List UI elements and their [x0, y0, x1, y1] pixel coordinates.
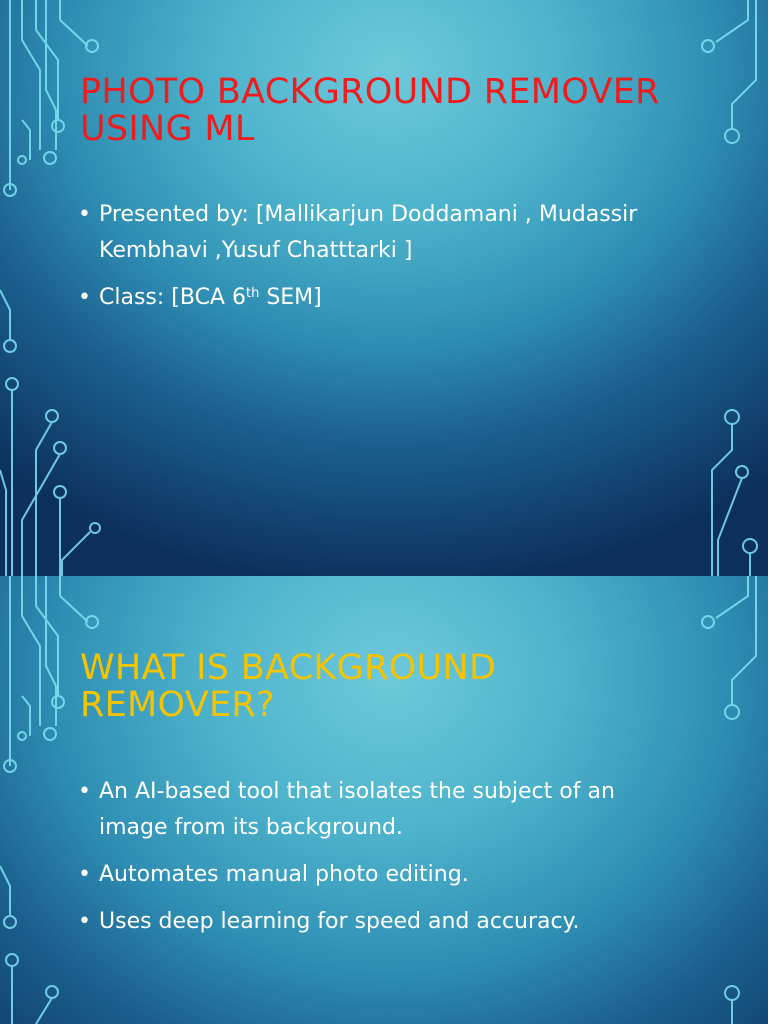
slide-title: PHOTO BACKGROUND REMOVER USING ML [80, 72, 660, 149]
bullet-item [78, 280, 678, 316]
bullet-list [78, 197, 678, 327]
bullet-dot-icon: • [78, 909, 91, 934]
bullet-dot-icon: • [78, 862, 91, 887]
bullet-text: An AI-based tool that isolates the subject of an image from its background. [99, 779, 615, 840]
superscript: th [245, 286, 260, 301]
bullet-dot-icon: • [78, 285, 91, 310]
bullet-item [78, 857, 678, 893]
bullet-item [78, 197, 678, 269]
bullet-text: Presented by: [Mallikarjun Doddamani , Mudassir Kembhavi ,Yusuf Chatttarki ] [99, 202, 638, 263]
bullet-dot-icon: • [78, 202, 91, 227]
slide-title: WHAT IS BACKGROUND REMOVER? [80, 648, 497, 725]
bullet-text: Uses deep learning for speed and accuracy. [99, 909, 580, 934]
bullet-dot-icon: • [78, 779, 91, 804]
bullet-text: Automates manual photo editing. [99, 862, 469, 887]
bullet-item [78, 774, 678, 846]
bullet-item [78, 904, 678, 940]
bullet-list [78, 774, 678, 951]
bullet-text: Class: [BCA 6th SEM] [99, 285, 322, 310]
slide-2[interactable] [0, 576, 768, 1024]
